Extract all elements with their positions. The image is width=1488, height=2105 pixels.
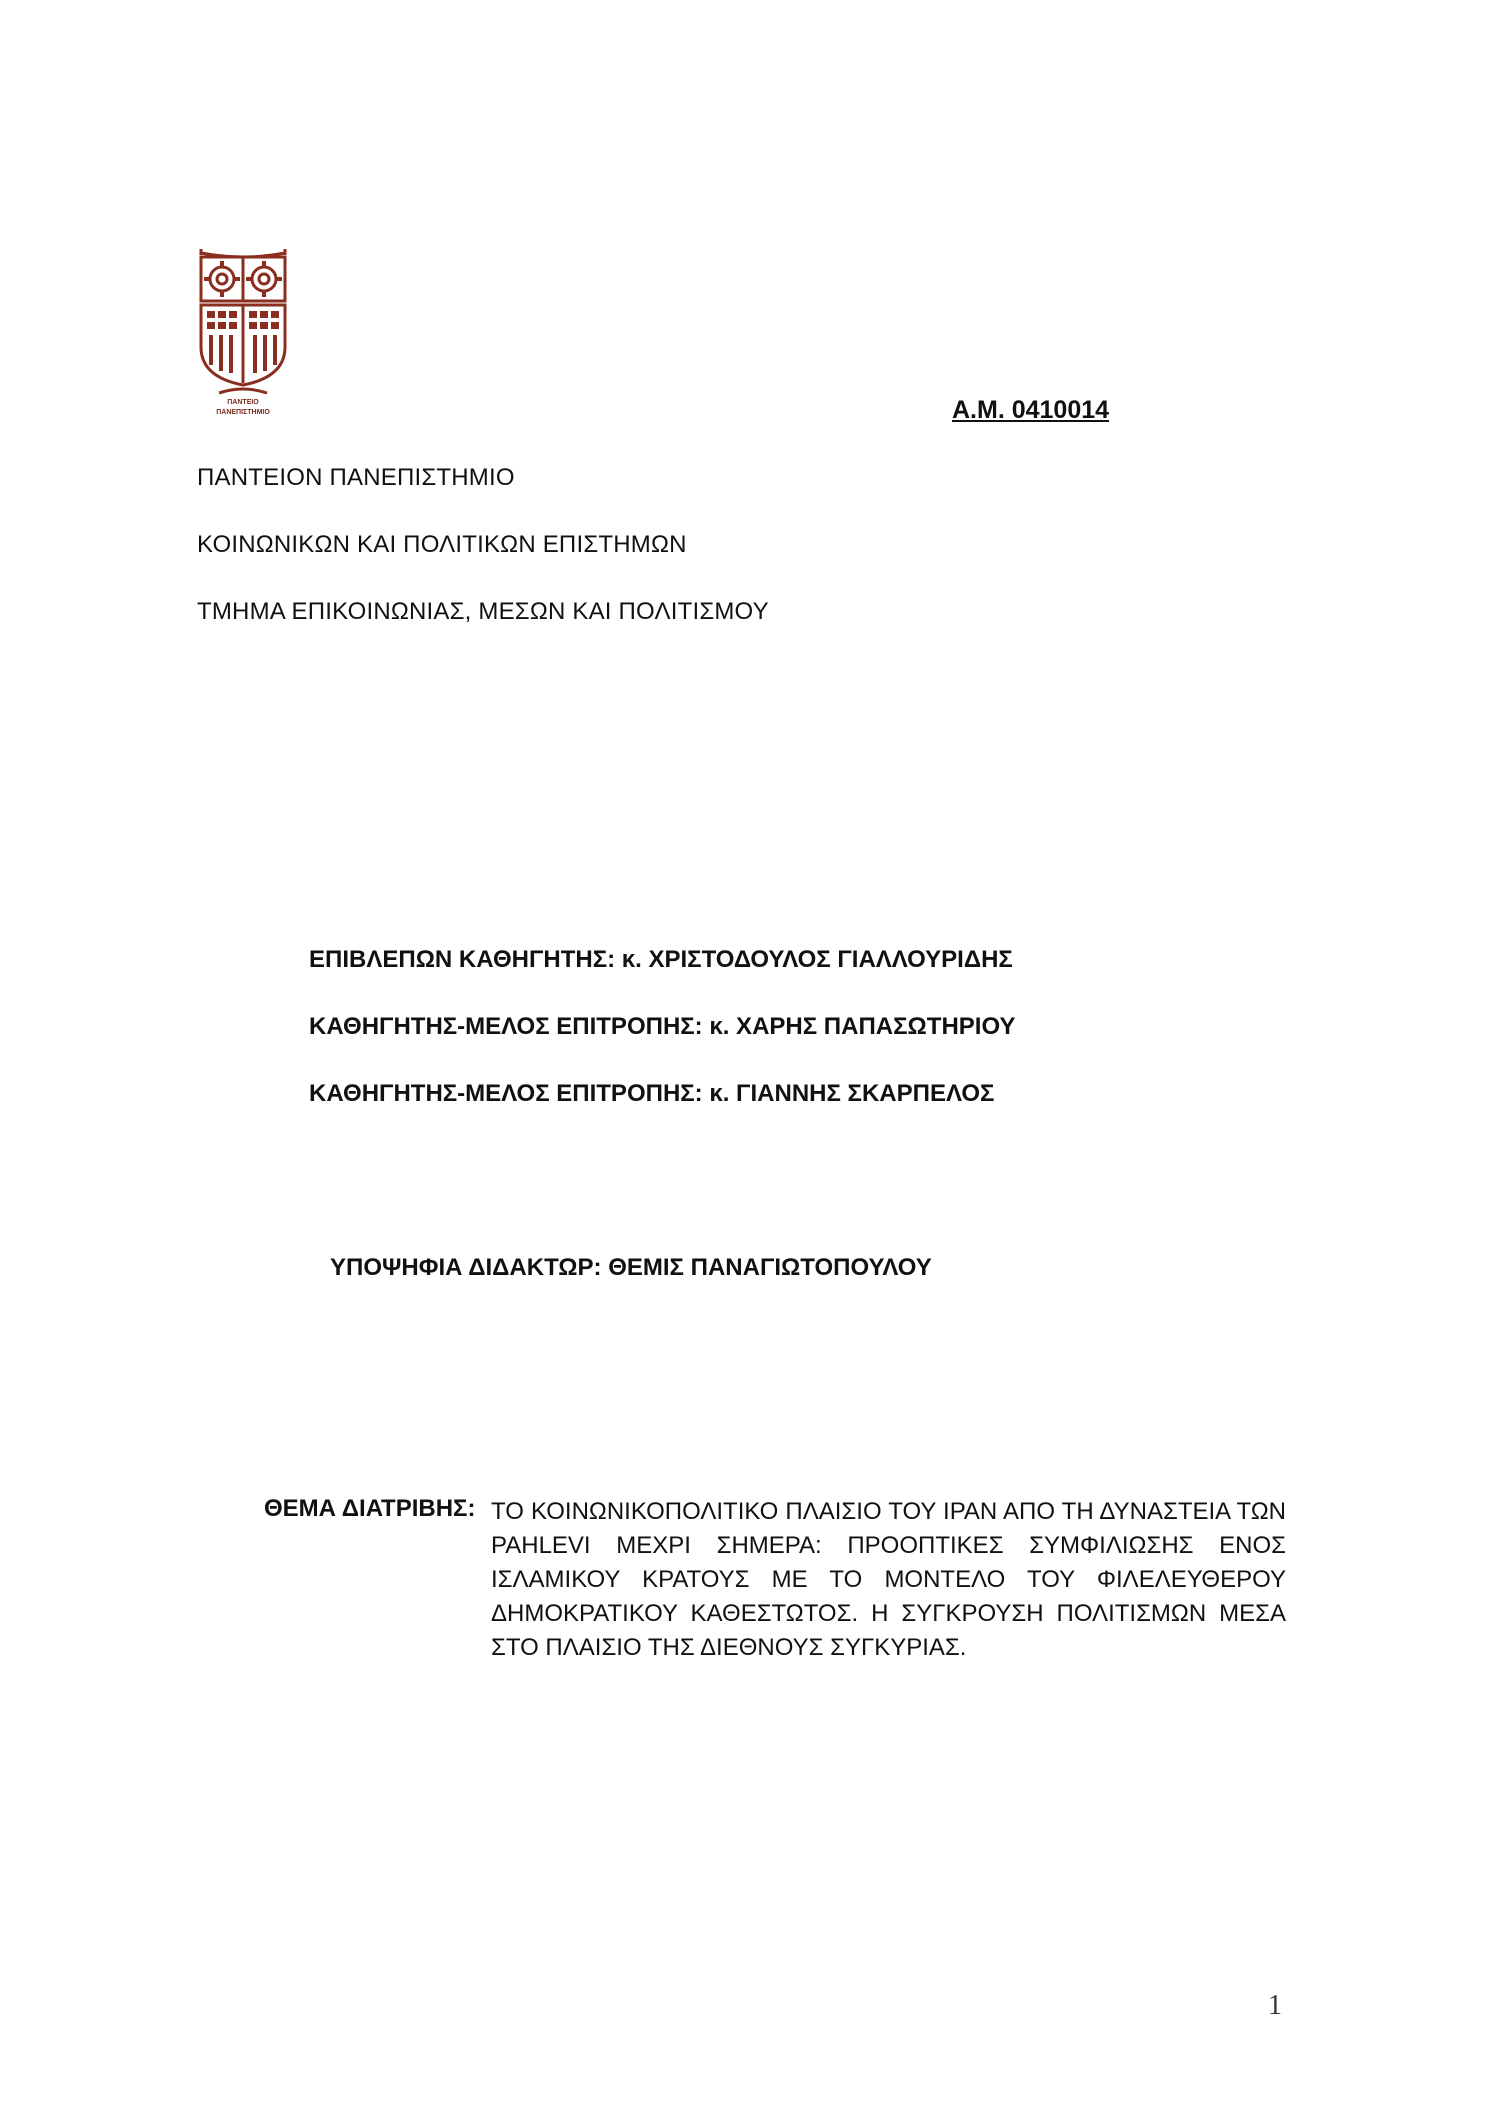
registration-number: Α.Μ. 0410014: [952, 396, 1110, 424]
university-logo: [195, 247, 291, 422]
logo-caption-line1: ΠΑΝΤΕΙΟ: [227, 399, 259, 406]
topic-label: ΘΕΜΑ ΔΙΑΤΡΙΒΗΣ:: [264, 1495, 476, 1522]
topic-text: ΤΟ ΚΟΙΝΩΝΙΚΟΠΟΛΙΤΙΚΟ ΠΛΑΙΣΙΟ ΤΟΥ ΙΡΑΝ ΑΠΟ ΤΗ ΔΥΝΑΣΤΕΙΑ ΤΩΝ PAHLEVI ΜΕΧΡΙ ΣΗΜΕΡΑ: ΠΡΟΟΠΤΙΚΕΣ ΣΥΜΦΙΛΙΩΣΗΣ ΕΝΟΣ ΙΣΛΑΜΙΚΟΥ ΚΡΑΤΟΥΣ ΜΕ ΤΟ ΜΟΝΤΕΛΟ ΤΟΥ ΦΙΛΕΛΕΥΘΕΡΟΥ ΔΗΜΟΚΡΑΤΙΚΟΥ ΚΑΘΕΣΤΩΤΟΣ. Η ΣΥΓΚΡΟΥΣΗ ΠΟΛΙΤΙΣΜΩΝ ΜΕΣΑ ΣΤΟ ΠΛΑΙΣΙΟ ΤΗΣ ΔΙΕΘΝΟΥΣ ΣΥΓΚΥΡΙΑΣ.: [491, 1498, 1286, 1661]
university-name: ΠΑΝΤΕΙΟΝ ΠΑΝΕΠΙΣΤΗΜΙΟ: [197, 464, 515, 491]
department-name: ΤΜΗΜΑ ΕΠΙΚΟΙΝΩΝΙΑΣ, ΜΕΣΩΝ ΚΑΙ ΠΟΛΙΤΙΣΜΟΥ: [197, 598, 769, 625]
committee-member-1: ΚΑΘΗΓΗΤΗΣ-ΜΕΛΟΣ ΕΠΙΤΡΟΠΗΣ: κ. ΧΑΡΗΣ ΠΑΠΑΣΩΤΗΡΙΟΥ: [309, 1013, 1016, 1040]
panteion-university-crest-icon: [195, 247, 291, 397]
school-name: ΚΟΙΝΩΝΙΚΩΝ ΚΑΙ ΠΟΛΙΤΙΚΩΝ ΕΠΙΣΤΗΜΩΝ: [197, 531, 687, 558]
supervisor-line: ΕΠΙΒΛΕΠΩΝ ΚΑΘΗΓΗΤΗΣ: κ. ΧΡΙΣΤΟΔΟΥΛΟΣ ΓΙΑΛΛΟΥΡΙΔΗΣ: [309, 946, 1013, 973]
page-number: 1: [1268, 1990, 1282, 2021]
candidate-line: ΥΠΟΨΗΦΙΑ ΔΙΔΑΚΤΩΡ: ΘΕΜΙΣ ΠΑΝΑΓΙΩΤΟΠΟΥΛΟΥ: [330, 1254, 932, 1281]
logo-caption-line2: ΠΑΝΕΠΙΣΤΗΜΙΟ: [216, 409, 270, 416]
committee-member-2: ΚΑΘΗΓΗΤΗΣ-ΜΕΛΟΣ ΕΠΙΤΡΟΠΗΣ: κ. ΓΙΑΝΝΗΣ ΣΚΑΡΠΕΛΟΣ: [309, 1080, 995, 1107]
